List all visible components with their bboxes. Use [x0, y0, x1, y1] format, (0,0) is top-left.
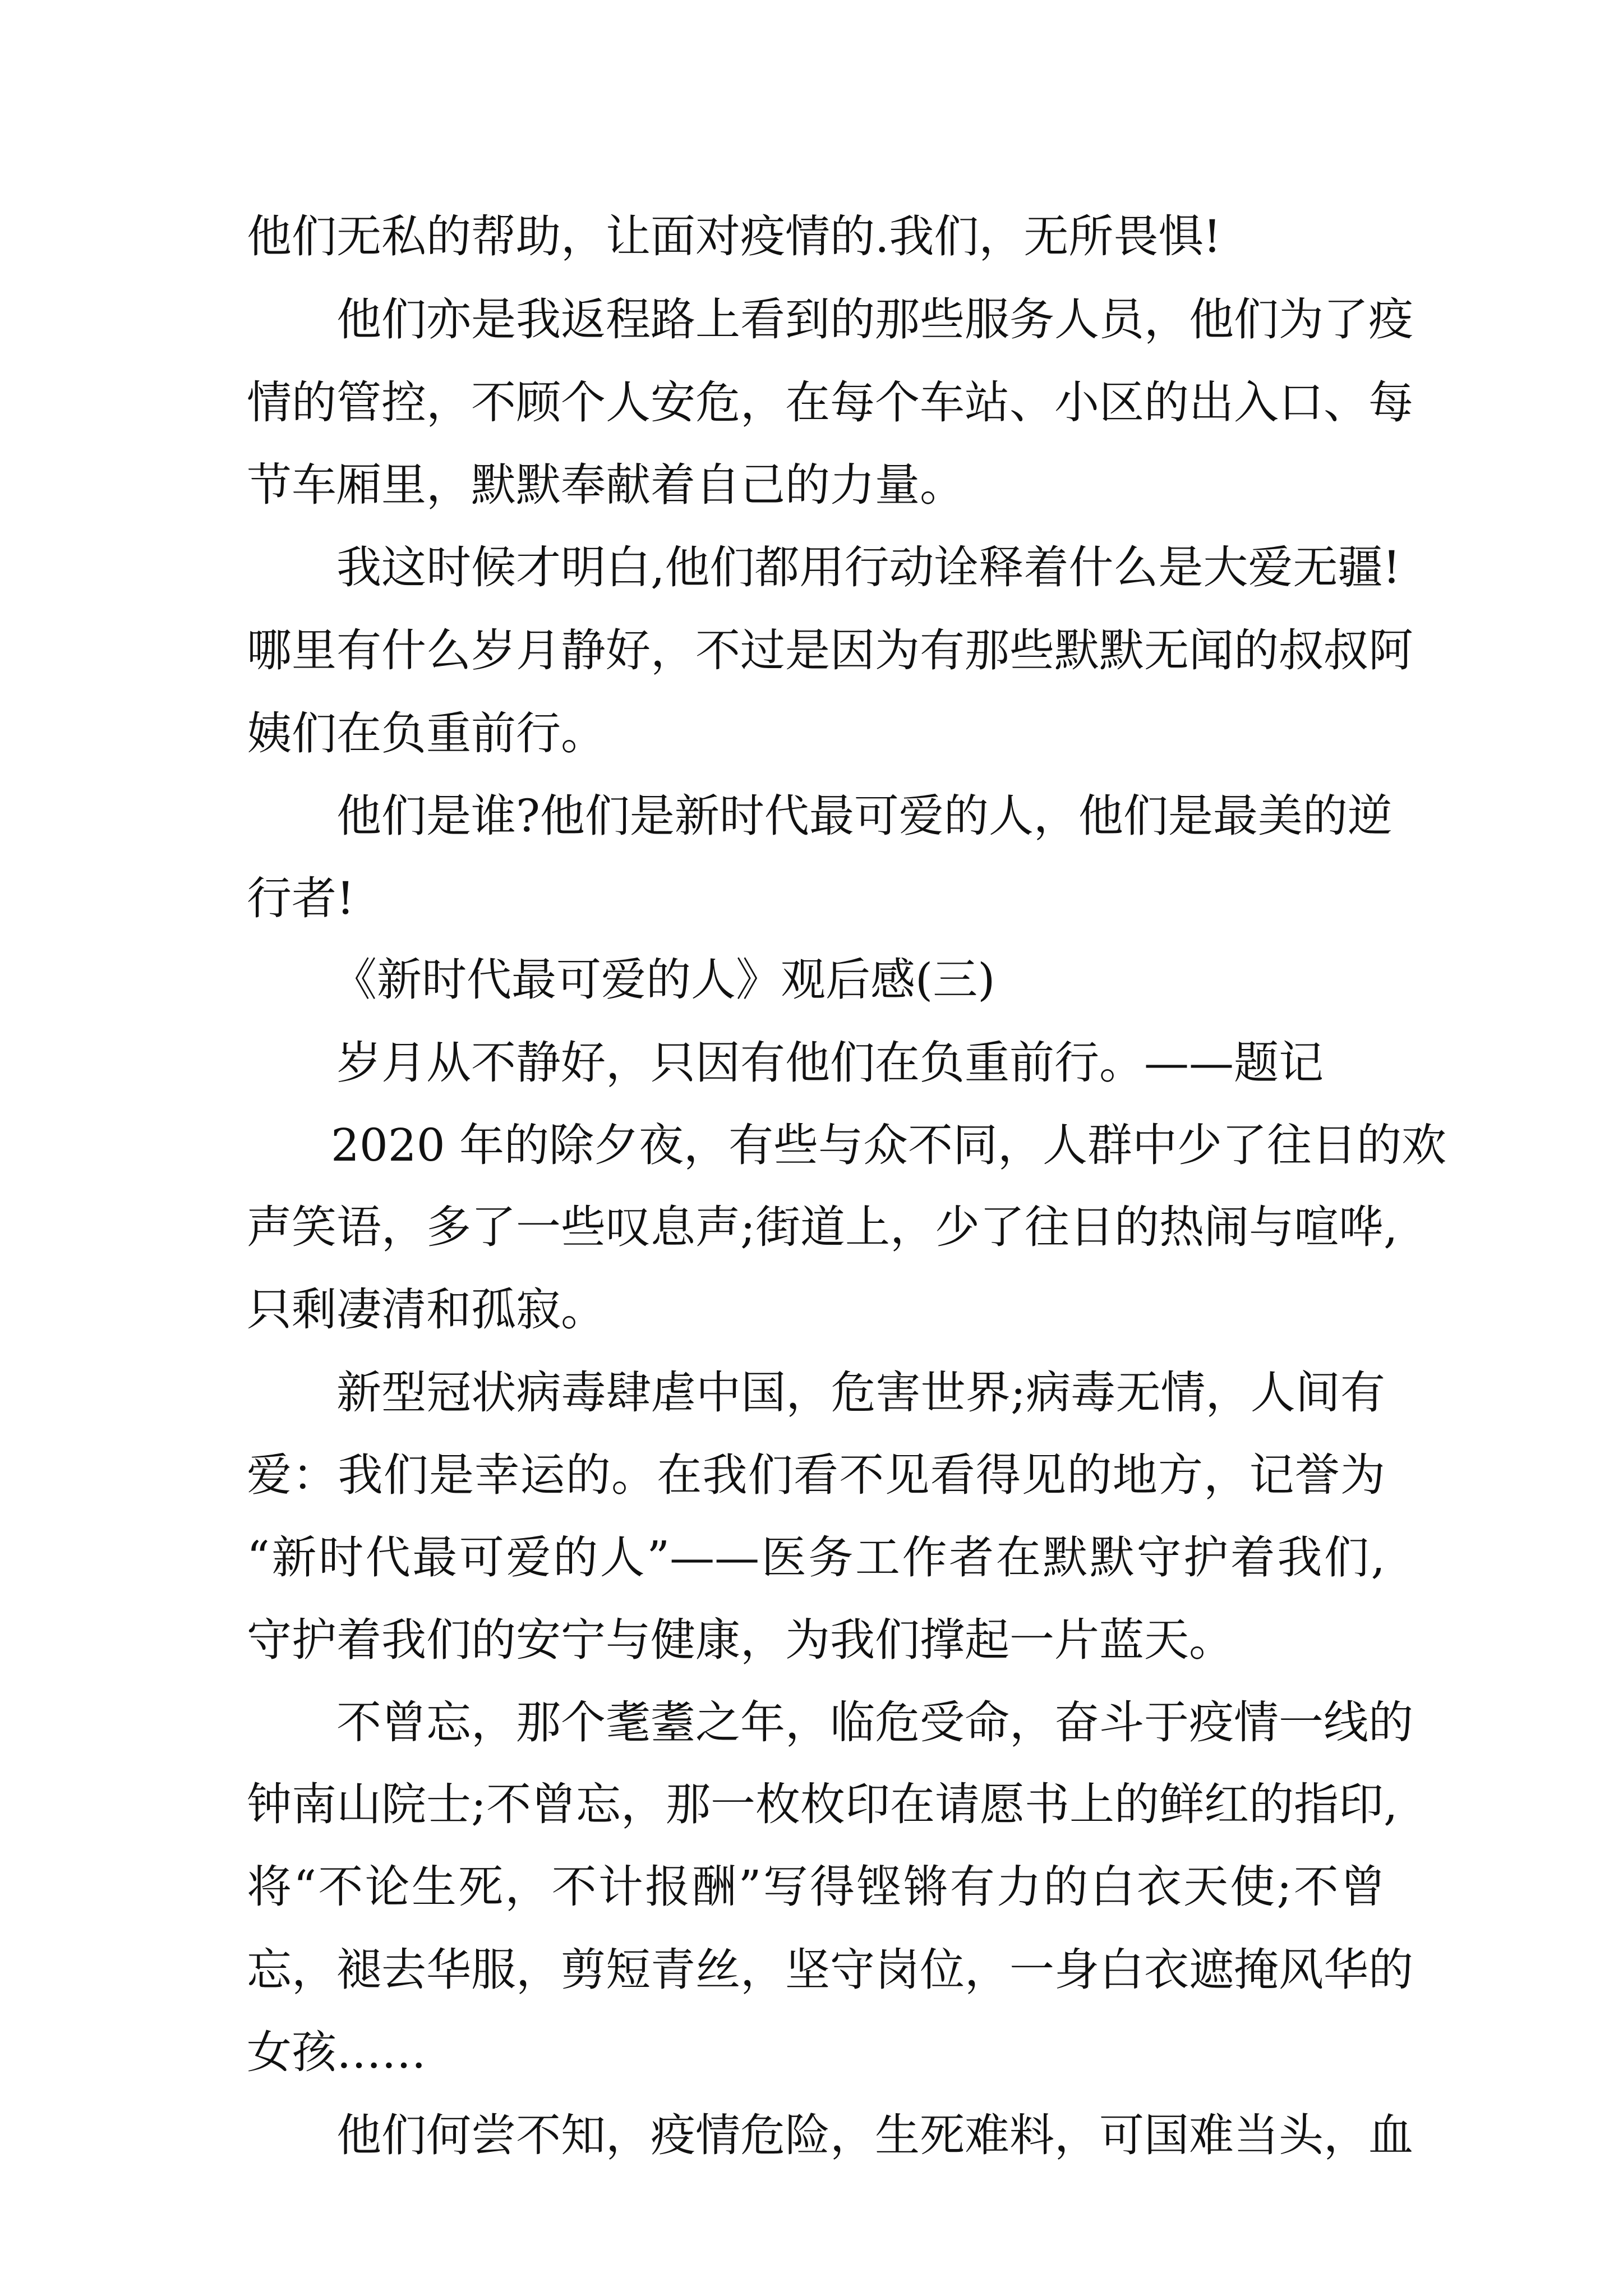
text-line: 2020 年的除夕夜，有些与众不同，人群中少了往日的欢	[331, 1119, 1447, 1171]
text-line: 我这时候才明白,他们都用行动诠释着什么是大爱无疆!	[336, 541, 1401, 593]
text-line: 不曾忘，那个耄耋之年，临危受命，奋斗于疫情一线的	[336, 1696, 1413, 1749]
epigraph: 岁月从不静好，只因有他们在负重前行。——题记	[336, 1037, 1324, 1089]
text-line: 节车厢里，默默奉献着自己的力量。	[247, 459, 965, 511]
text-line: 钟南山院士;不曾忘，那一枚枚印在请愿书上的鲜红的指印,	[247, 1778, 1398, 1830]
text-line: 他们何尝不知，疫情危险，生死难料，可国难当头，血	[336, 2109, 1413, 2161]
text-line: 忘，褪去华服，剪短青丝，坚守岗位，一身白衣遮掩风华的	[247, 1944, 1413, 1996]
section-heading: 《新时代最可爱的人》观后感(三)	[332, 954, 995, 1006]
text-line: 声笑语，多了一些叹息声;街道上，少了往日的热闹与喧哗,	[247, 1201, 1398, 1253]
text-line: 行者!	[247, 872, 355, 924]
text-line: 他们无私的帮助，让面对疫情的.我们，无所畏惧!	[247, 210, 1221, 263]
text-line: “新时代最可爱的人”——医务工作者在默默守护着我们,	[247, 1531, 1385, 1584]
text-line: 将“不论生死，不计报酬”写得铿锵有力的白衣天使;不曾	[247, 1861, 1385, 1913]
text-line: 他们是谁?他们是新时代最可爱的人，他们是最美的逆	[336, 790, 1393, 842]
text-line: 他们亦是我返程路上看到的那些服务人员，他们为了疫	[336, 293, 1413, 346]
text-line: 哪里有什么岁月静好，不过是因为有那些默默无闻的叔叔阿	[247, 624, 1413, 677]
text-line: 只剩凄清和孤寂。	[247, 1283, 606, 1336]
text-line: 新型冠状病毒肆虐中国，危害世界;病毒无情，人间有	[336, 1366, 1385, 1419]
text-line: 爱：我们是幸运的。在我们看不见看得见的地方，记誉为	[247, 1449, 1385, 1501]
text-line: 守护着我们的安宁与健康，为我们撑起一片蓝天。	[247, 1614, 1234, 1666]
text-line: 情的管控，不顾个人安危，在每个车站、小区的出入口、每	[247, 376, 1413, 429]
text-line: 姨们在负重前行。	[247, 707, 606, 760]
text-line: 女孩……	[247, 2026, 426, 2078]
